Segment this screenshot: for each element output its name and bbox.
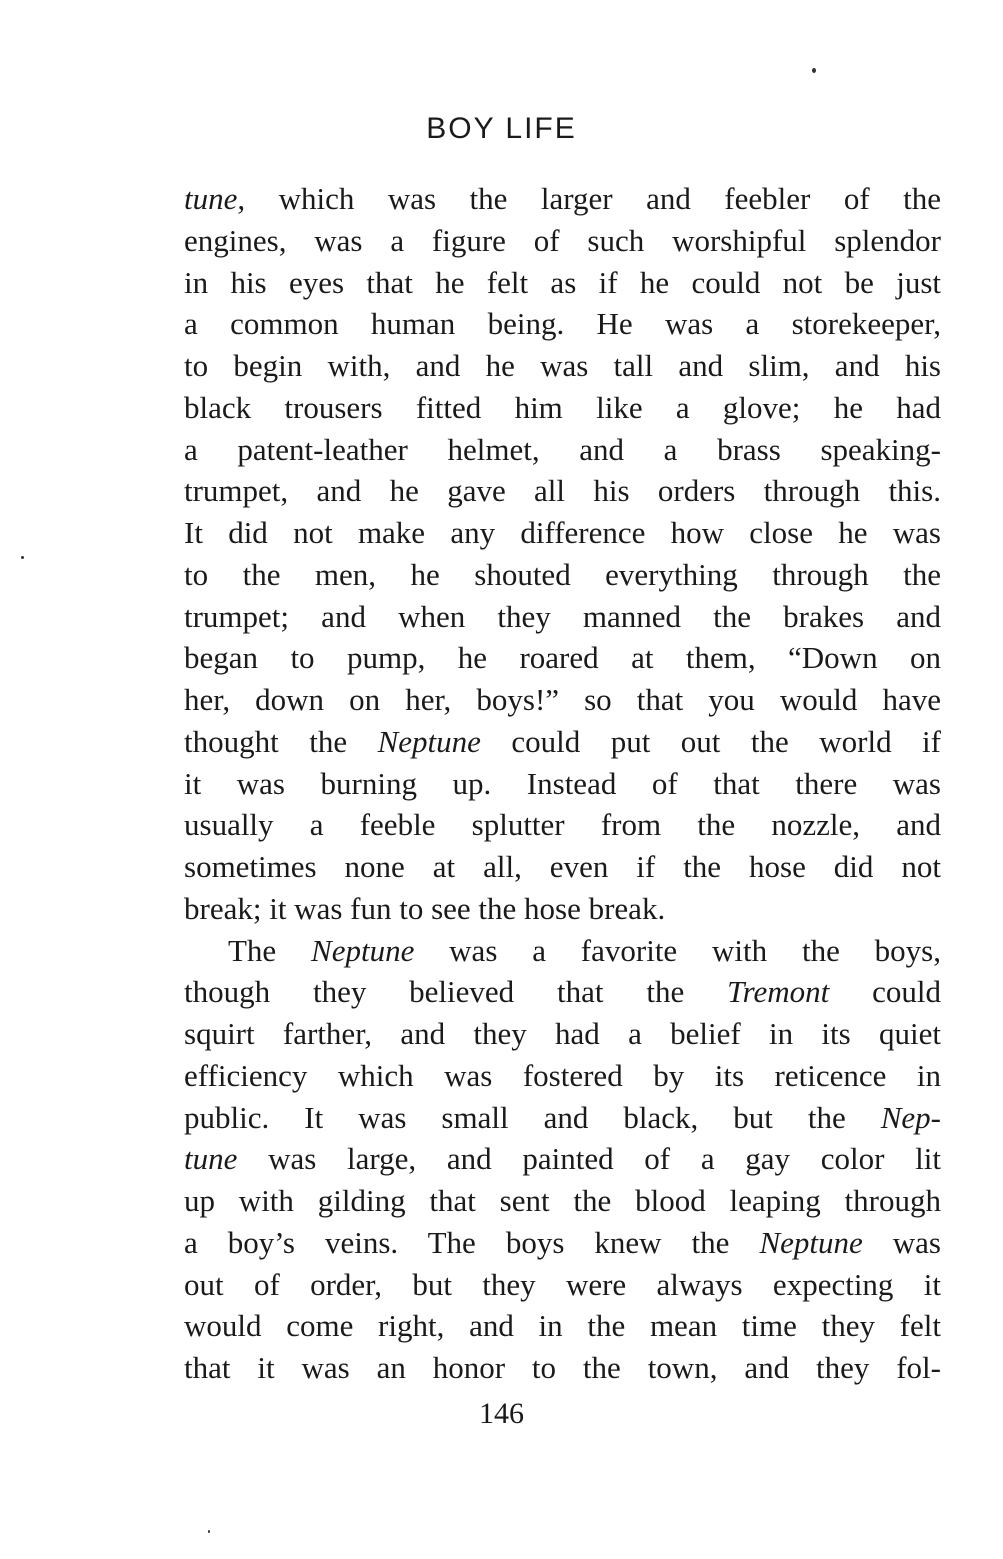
page-number: 146: [479, 1397, 524, 1430]
text-line: [184, 262, 941, 304]
text-line: [184, 470, 941, 512]
text-run: that it was an honor to the town, and they fol-: [184, 1350, 941, 1385]
text-line: [184, 679, 941, 721]
text-run: a common human being. He was a storekeeper,: [184, 306, 941, 342]
running-head: BOY LIFE: [426, 112, 577, 145]
text-run: it was burning up. Instead of that there was: [184, 765, 941, 801]
text-line: [184, 971, 941, 1013]
text-run: out of order, but they were always expecting it: [184, 1266, 941, 1302]
italic-run: tune: [184, 1141, 238, 1177]
text-run: a patent-leather helmet, and a brass speaking-: [184, 431, 941, 467]
text-run: engines, was a figure of such worshipful splendor: [184, 222, 941, 258]
text-line: [184, 596, 941, 638]
text-line: [184, 763, 941, 805]
text-run: efficiency which was fostered by its reticence in: [184, 1057, 941, 1093]
text-line: [184, 220, 941, 262]
text-run: which was the larger and feebler of the: [245, 181, 941, 216]
text-run: to begin with, and he was tall and slim, and his: [184, 348, 941, 383]
text-line: [184, 429, 941, 471]
text-line: [184, 1013, 941, 1055]
text-run: break; it was fun to see the hose break.: [184, 890, 666, 926]
text-run: The: [228, 932, 312, 968]
scan-speck: [21, 556, 24, 559]
text-run: trumpet, and he gave all his orders through this.: [184, 473, 941, 509]
italic-run: Neptune: [311, 932, 415, 968]
text-run: could put out the world if: [480, 723, 941, 759]
text-run: her, down on her, boys!” so that you would have: [184, 682, 941, 717]
text-run: squirt farther, and they had a belief in its quiet: [184, 1016, 941, 1051]
text-run: to the men, he shouted everything through the: [184, 556, 941, 592]
text-line: [184, 721, 941, 763]
text-run: could: [829, 974, 941, 1010]
text-line: [184, 1097, 941, 1139]
text-line: [184, 345, 941, 387]
text-line: [184, 554, 941, 596]
text-line: [184, 1264, 941, 1306]
text-line: [184, 178, 941, 220]
text-run: usually a feeble splutter from the nozzle, and: [184, 807, 941, 843]
text-line: [184, 303, 941, 345]
text-run: in his eyes that he felt as if he could not be just: [184, 264, 941, 300]
text-line: [184, 1222, 941, 1264]
text-line: [184, 1180, 941, 1222]
text-run: It did not make any difference how close he was: [184, 515, 941, 550]
text-run: was large, and painted of a gay color lit: [237, 1141, 941, 1177]
italic-run: Nep-: [880, 1099, 941, 1135]
body-text: [184, 178, 941, 1389]
text-run: was: [862, 1224, 941, 1260]
text-line: [184, 846, 941, 888]
text-run: a boy’s veins. The boys knew the: [184, 1224, 760, 1260]
text-line: [184, 930, 941, 972]
text-run: sometimes none at all, even if the hose did not: [184, 849, 941, 884]
text-line: [184, 888, 941, 930]
text-line: [184, 387, 941, 429]
text-run: began to pump, he roared at them, “Down on: [184, 640, 941, 676]
italic-run: Neptune: [759, 1224, 863, 1260]
text-run: public. It was small and black, but the: [184, 1099, 881, 1135]
text-line: [184, 1347, 941, 1389]
text-line: [184, 637, 941, 679]
scan-speck: [208, 1530, 210, 1533]
text-line: [184, 512, 941, 554]
text-line: [184, 1055, 941, 1097]
text-run: thought the: [184, 723, 378, 759]
italic-run: tune,: [184, 181, 246, 216]
scan-speck: [812, 68, 816, 73]
text-run: was a favorite with the boys,: [414, 932, 941, 968]
text-run: though they believed that the: [184, 974, 728, 1010]
text-line: [184, 1305, 941, 1347]
italic-run: Tremont: [727, 974, 830, 1010]
text-run: up with gilding that sent the blood leaping through: [184, 1183, 941, 1218]
text-run: would come right, and in the mean time they felt: [184, 1308, 941, 1344]
italic-run: Neptune: [377, 723, 481, 759]
text-line: [184, 1138, 941, 1180]
text-run: black trousers fitted him like a glove; he had: [184, 389, 941, 425]
text-run: trumpet; and when they manned the brakes and: [184, 598, 941, 634]
text-line: [184, 804, 941, 846]
